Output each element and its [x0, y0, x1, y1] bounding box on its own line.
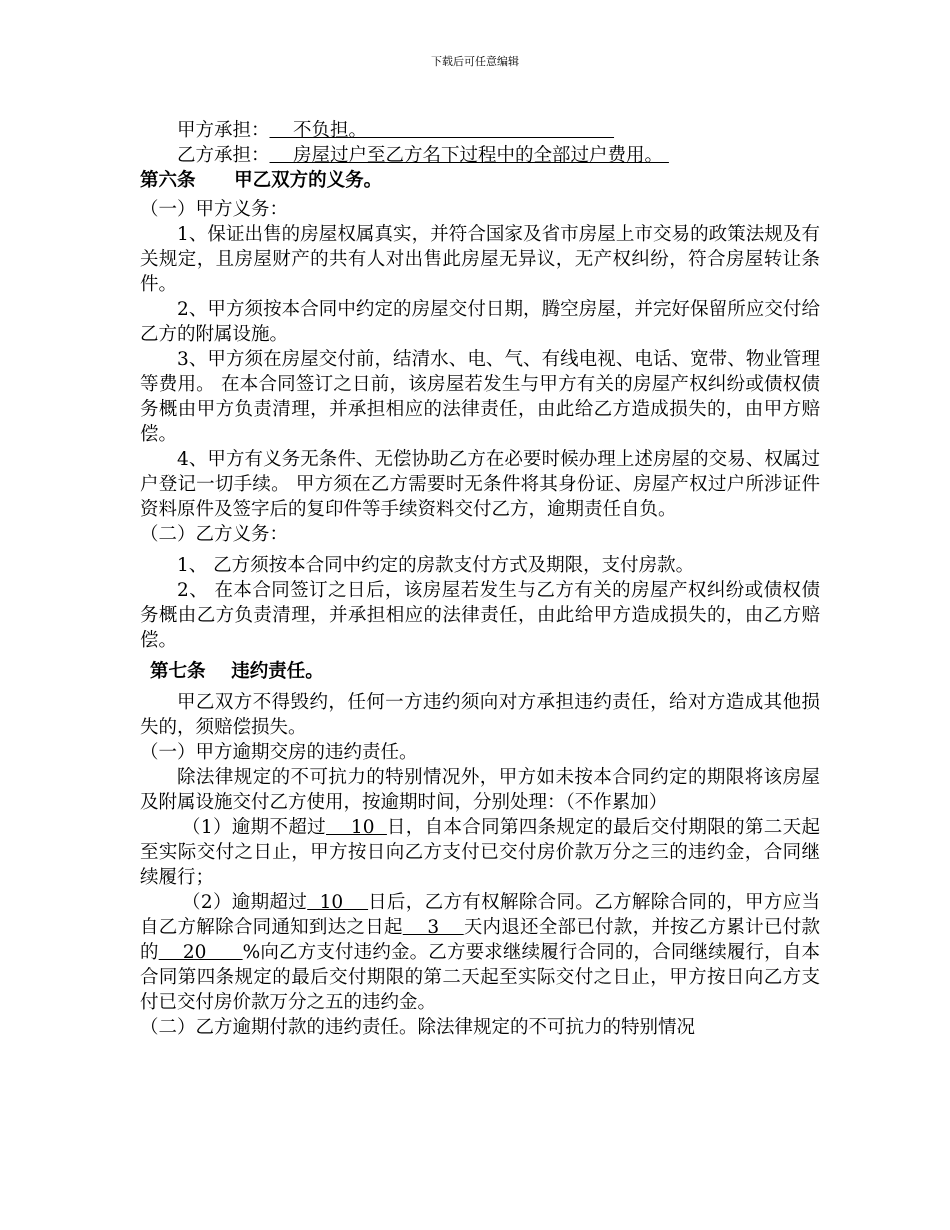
fee-jia-label: 甲方承担：	[177, 120, 270, 141]
item1-text-b: 日，自本合同第四条规定的最后交付期限的第二天起至实际交付之日止，甲方按日向乙方支付已交付房价款万分之三的违约金，合同继续履行；	[140, 817, 820, 888]
article7-intro: 甲乙双方不得毁约，任何一方违约须向对方承担违约责任，给对方造成其他损失的，须赔偿损失。	[140, 692, 820, 738]
item2-text-b: 日后，乙方有权解除合同。乙方解除合同的，甲方应当自乙方解除合同通知到达之日起	[140, 892, 820, 938]
jia-duty-4: 4、甲方有义务无条件、无偿协助乙方在必要时候办理上述房屋的交易、权属过户登记一切手续。 甲方须在乙方需要时无条件将其身份证、房屋产权过户所涉证件资料原件及签字后的复印件等手续资料交付乙方，逾期责任自负。	[140, 449, 820, 520]
yi-duties-title: （二）乙方义务：	[140, 524, 289, 545]
item1-text-a: （1）逾期不超过	[182, 817, 327, 838]
item2-percent-blank: 20	[158, 942, 243, 963]
jia-breach-intro: 除法律规定的不可抗力的特别情况外，甲方如未按本合同约定的期限将该房屋及附属设施交付乙方使用，按逾期时间，分别处理：（不作累加）	[140, 767, 820, 813]
item2-days-blank: 10	[307, 892, 369, 913]
contract-body	[140, 118, 820, 1040]
page-header: 下载后可任意编辑	[431, 55, 519, 68]
article6-heading: 第六条 甲乙双方的义务。	[140, 170, 383, 191]
jia-breach-title: （一）甲方逾期交房的违约责任。	[140, 742, 418, 763]
yi-duty-2: 2、 在本合同签订之日后，该房屋若发生与乙方有关的房屋产权纠纷或债权债务概由乙方负责清理，并承担相应的法律责任，由此给甲方造成损失的，由乙方赔偿。	[140, 580, 820, 651]
fee-jia-line	[140, 118, 820, 143]
item2-refund-days-blank: 3	[402, 917, 464, 938]
fee-yi-line	[140, 143, 820, 168]
item2-text-a: （2）逾期超过	[182, 892, 308, 913]
item2-text-c: 天内退还全部已付款，并按乙方累计已付款的	[140, 917, 820, 963]
jia-duties-title: （一）甲方义务：	[140, 199, 289, 220]
jia-duty-3: 3、甲方须在房屋交付前，结清水、电、气、有线电视、电话、宽带、物业管理等费用。 在本合同签订之日前，该房屋若发生与甲方有关的房屋产权纠纷或债权债务概由甲方负责清理，并承担相应的法律责任，由此给乙方造成损失的，由甲方赔偿。	[140, 349, 820, 445]
breach-item-2	[140, 890, 820, 1015]
jia-duty-1: 1、保证出售的房屋权属真实，并符合国家及省市房屋上市交易的政策法规及有关规定，且房屋财产的共有人对出售此房屋无异议，无产权纠纷，符合房屋转让条件。	[140, 224, 820, 295]
breach-item-1	[140, 815, 820, 890]
fee-jia-value: 不负担。	[269, 120, 615, 141]
yi-breach-title: （二）乙方逾期付款的违约责任。除法律规定的不可抗力的特别情况	[140, 1017, 696, 1038]
yi-duty-1: 1、 乙方须按本合同中约定的房款支付方式及期限，支付房款。	[177, 555, 695, 576]
jia-duty-2: 2、甲方须按本合同中约定的房屋交付日期，腾空房屋，并完好保留所应交付给乙方的附属设施。	[140, 299, 820, 345]
item2-text-d: %向乙方支付违约金。乙方要求继续履行合同的，合同继续履行，自本合同第四条规定的最后交付期限的第二天起至实际交付之日止，甲方按日向乙方支付已交付房价款万分之五的违约金。	[140, 942, 820, 1013]
article7-heading: 第七条 违约责任。	[150, 661, 324, 682]
fee-yi-label: 乙方承担：	[177, 145, 270, 166]
fee-yi-value: 房屋过户至乙方名下过程中的全部过户费用。	[269, 145, 669, 166]
item1-days-blank: 10	[326, 817, 387, 838]
